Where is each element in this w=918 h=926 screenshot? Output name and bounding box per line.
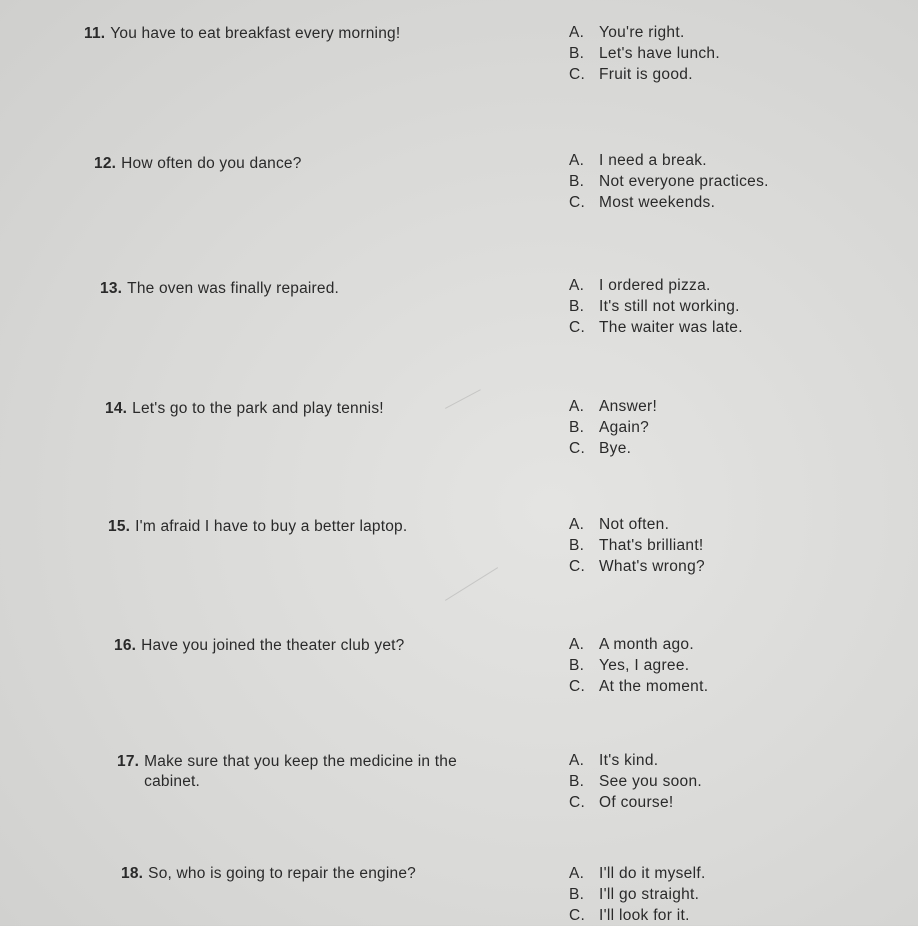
option-text: You're right. bbox=[599, 24, 685, 41]
options-12 bbox=[569, 150, 769, 213]
option-text: Answer! bbox=[599, 398, 658, 415]
option-b[interactable] bbox=[569, 43, 720, 64]
question-number: 15. bbox=[108, 518, 131, 535]
option-letter: B. bbox=[569, 298, 585, 315]
option-letter: A. bbox=[569, 516, 585, 533]
option-a[interactable] bbox=[569, 863, 706, 884]
question-text: So, who is going to repair the engine? bbox=[148, 865, 416, 882]
question-text: You have to eat breakfast every morning! bbox=[110, 25, 401, 42]
option-b[interactable] bbox=[569, 655, 708, 676]
option-letter: A. bbox=[569, 277, 585, 294]
question-18 bbox=[121, 864, 416, 884]
option-letter: C. bbox=[569, 558, 586, 575]
option-c[interactable] bbox=[569, 438, 657, 459]
option-c[interactable] bbox=[569, 905, 706, 926]
option-a[interactable] bbox=[569, 750, 702, 771]
option-letter: B. bbox=[569, 173, 585, 190]
option-text: Not often. bbox=[599, 516, 670, 533]
options-13 bbox=[569, 275, 743, 338]
option-c[interactable] bbox=[569, 556, 705, 577]
option-letter: A. bbox=[569, 398, 585, 415]
option-text: What's wrong? bbox=[599, 558, 705, 575]
question-text: The oven was finally repaired. bbox=[127, 280, 340, 297]
option-text: I need a break. bbox=[599, 152, 707, 169]
question-12 bbox=[94, 154, 302, 174]
option-letter: C. bbox=[569, 794, 586, 811]
option-letter: A. bbox=[569, 152, 585, 169]
question-16 bbox=[114, 636, 404, 656]
option-letter: B. bbox=[569, 773, 585, 790]
question-13 bbox=[100, 279, 339, 299]
option-text: Of course! bbox=[599, 794, 674, 811]
option-text: See you soon. bbox=[599, 773, 702, 790]
option-c[interactable] bbox=[569, 676, 708, 697]
option-letter: C. bbox=[569, 440, 586, 457]
option-text: Bye. bbox=[599, 440, 632, 457]
question-number: 12. bbox=[94, 155, 117, 172]
option-text: The waiter was late. bbox=[599, 319, 743, 336]
question-number: 18. bbox=[121, 865, 144, 882]
option-c[interactable] bbox=[569, 317, 743, 338]
option-b[interactable] bbox=[569, 417, 657, 438]
option-c[interactable] bbox=[569, 64, 720, 85]
option-a[interactable] bbox=[569, 396, 657, 417]
option-letter: B. bbox=[569, 657, 585, 674]
option-text: I ordered pizza. bbox=[599, 277, 711, 294]
option-letter: B. bbox=[569, 886, 585, 903]
option-text: That's brilliant! bbox=[599, 537, 704, 554]
option-text: Again? bbox=[599, 419, 650, 436]
question-number: 13. bbox=[100, 280, 123, 297]
question-text: Let's go to the park and play tennis! bbox=[132, 400, 384, 417]
option-letter: A. bbox=[569, 752, 585, 769]
question-number: 14. bbox=[105, 400, 128, 417]
option-letter: C. bbox=[569, 907, 586, 924]
option-letter: B. bbox=[569, 419, 585, 436]
option-letter: C. bbox=[569, 678, 586, 695]
question-14 bbox=[105, 399, 384, 419]
options-11 bbox=[569, 22, 720, 85]
question-11 bbox=[84, 24, 400, 44]
option-b[interactable] bbox=[569, 884, 706, 905]
question-text: Have you joined the theater club yet? bbox=[141, 637, 405, 654]
option-letter: C. bbox=[569, 319, 586, 336]
option-text: Most weekends. bbox=[599, 194, 716, 211]
paper-crease bbox=[445, 389, 481, 409]
option-text: Yes, I agree. bbox=[599, 657, 690, 674]
options-16 bbox=[569, 634, 708, 697]
question-text: How often do you dance? bbox=[121, 155, 302, 172]
option-letter: C. bbox=[569, 66, 586, 83]
question-text: I'm afraid I have to buy a better laptop. bbox=[135, 518, 408, 535]
option-text: I'll look for it. bbox=[599, 907, 690, 924]
option-c[interactable] bbox=[569, 192, 769, 213]
option-text: Fruit is good. bbox=[599, 66, 693, 83]
option-a[interactable] bbox=[569, 150, 769, 171]
paper-crease bbox=[445, 567, 498, 601]
option-letter: A. bbox=[569, 865, 585, 882]
question-15 bbox=[108, 517, 407, 537]
question-number: 17. bbox=[117, 753, 140, 770]
option-text: It's kind. bbox=[599, 752, 659, 769]
option-text: I'll do it myself. bbox=[599, 865, 706, 882]
option-a[interactable] bbox=[569, 634, 708, 655]
option-letter: B. bbox=[569, 45, 585, 62]
option-text: It's still not working. bbox=[599, 298, 740, 315]
option-a[interactable] bbox=[569, 275, 743, 296]
option-b[interactable] bbox=[569, 296, 743, 317]
option-letter: A. bbox=[569, 636, 585, 653]
option-text: At the moment. bbox=[599, 678, 709, 695]
option-letter: A. bbox=[569, 24, 585, 41]
option-letter: B. bbox=[569, 537, 585, 554]
options-18 bbox=[569, 863, 706, 926]
question-number: 16. bbox=[114, 637, 137, 654]
option-a[interactable] bbox=[569, 514, 705, 535]
option-text: Not everyone practices. bbox=[599, 173, 769, 190]
option-text: A month ago. bbox=[599, 636, 694, 653]
option-b[interactable] bbox=[569, 171, 769, 192]
options-15 bbox=[569, 514, 705, 577]
option-text: Let's have lunch. bbox=[599, 45, 720, 62]
question-17 bbox=[117, 752, 457, 792]
question-text: Make sure that you keep the medicine in the cabinet. bbox=[144, 753, 457, 790]
option-letter: C. bbox=[569, 194, 586, 211]
option-text: I'll go straight. bbox=[599, 886, 700, 903]
option-b[interactable] bbox=[569, 771, 702, 792]
option-a[interactable] bbox=[569, 22, 720, 43]
option-b[interactable] bbox=[569, 535, 705, 556]
options-14 bbox=[569, 396, 657, 459]
question-number: 11. bbox=[84, 25, 106, 42]
option-c[interactable] bbox=[569, 792, 702, 813]
options-17 bbox=[569, 750, 702, 813]
